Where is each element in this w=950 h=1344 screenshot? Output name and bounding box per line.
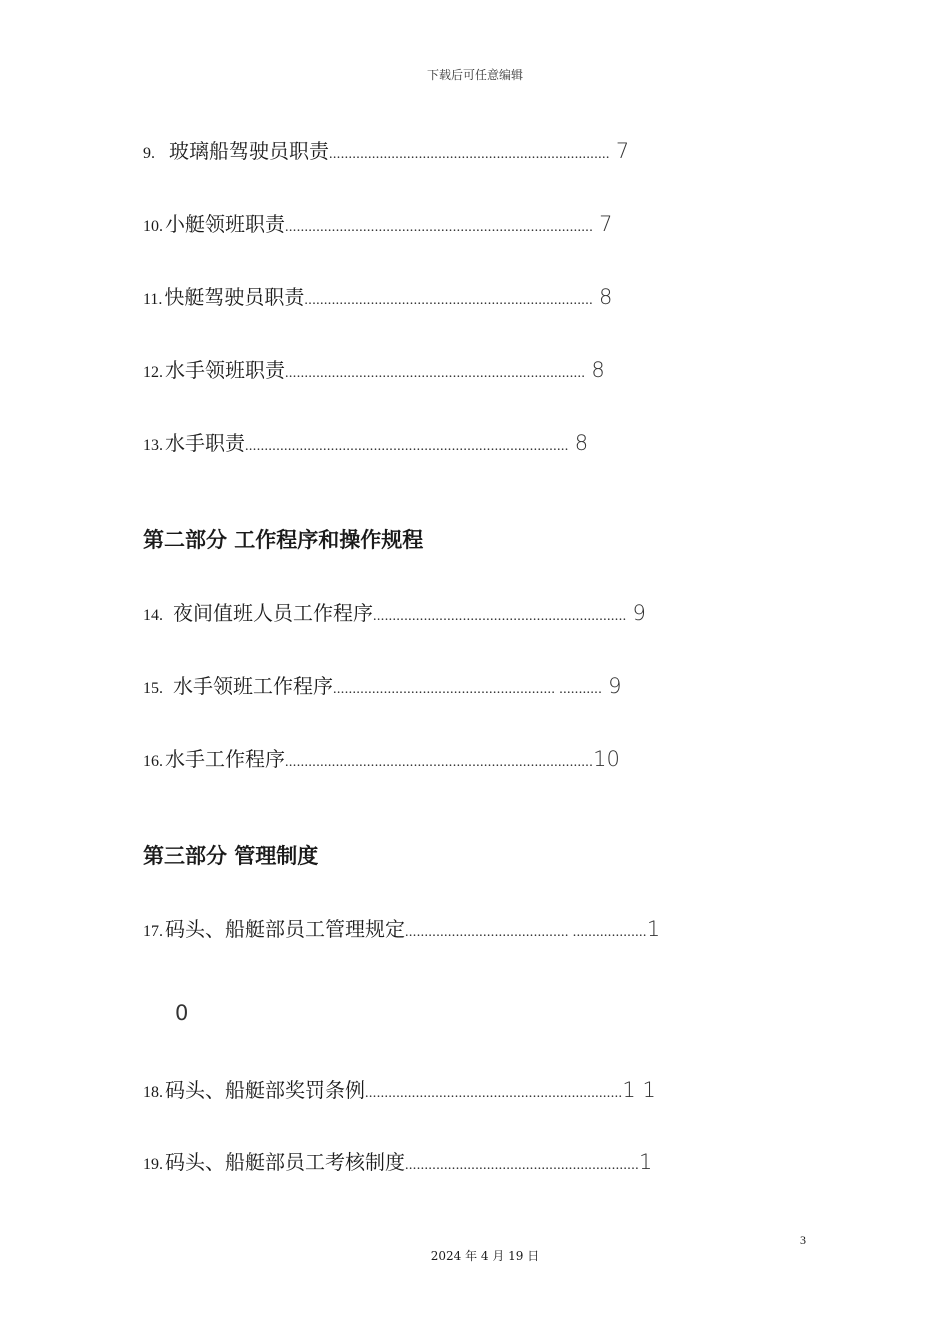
toc-leader-dots: ........................................................................ (329, 147, 610, 162)
toc-entry-page: 1 (639, 1150, 653, 1174)
toc-entry-number: 17. (143, 923, 163, 940)
toc-entry-number: 9. (143, 145, 155, 162)
toc-entry[interactable] (143, 355, 605, 389)
toc-entry-page: 1 1 (622, 1078, 656, 1102)
toc-entry[interactable] (143, 282, 612, 316)
toc-entry-title: 快艇驾驶员职责 (164, 285, 305, 309)
toc-entry-number: 15. (143, 680, 163, 697)
toc-entry-title: 码头、船艇部奖罚条例 (165, 1078, 365, 1102)
toc-entry-number: 18. (143, 1084, 163, 1101)
toc-entry-number: 11. (143, 291, 163, 308)
toc-entry[interactable] (143, 209, 612, 243)
toc-entry-title: 码头、船艇部员工管理规定 (165, 917, 405, 941)
toc-leader-dots: ............................................................................... (285, 220, 594, 235)
toc-entry-title: 水手领班工作程序 (173, 674, 333, 698)
page-number: 3 (800, 1233, 806, 1247)
section-heading-part3: 第三部分 管理制度 (143, 844, 319, 868)
toc-entry[interactable] (143, 136, 629, 170)
toc-entry[interactable] (143, 744, 620, 778)
toc-leader-dots: ................................................................................... (245, 439, 569, 454)
toc-leader-dots: ............................................................................... (285, 755, 594, 770)
toc-entry-number: 16. (143, 753, 163, 770)
toc-entry-page-continued: 0 (175, 1001, 189, 1025)
toc-entry-page: 8 (599, 285, 613, 309)
toc-entry-number: 13. (143, 437, 163, 454)
footer-date: 2024 年 4 月 19 日 (430, 1249, 540, 1263)
toc-entry-number: 12. (143, 364, 163, 381)
toc-entry-number: 14. (143, 607, 163, 624)
toc-entry-title: 小艇领班职责 (165, 212, 285, 236)
toc-entry-title: 夜间值班人员工作程序 (173, 601, 373, 625)
toc-entry-title: 水手职责 (165, 431, 245, 455)
toc-entry[interactable] (143, 1147, 652, 1181)
toc-leader-dots: ............................................................................. (285, 366, 586, 381)
toc-leader-dots: .......................................................................... (304, 293, 594, 308)
toc-entry-page: 9 (632, 601, 646, 625)
toc-entry-number: 19. (143, 1156, 163, 1173)
toc-entry[interactable] (143, 1075, 656, 1109)
toc-entry-page: 7 (615, 139, 630, 163)
toc-entry-title: 码头、船艇部员工考核制度 (165, 1150, 405, 1174)
toc-entry-page: 8 (574, 431, 589, 455)
page-header: 下载后可任意编辑 (426, 68, 523, 82)
toc-entry-title: 水手领班职责 (165, 358, 285, 382)
toc-entry[interactable] (143, 428, 588, 462)
toc-leader-dots: ............................................................ (405, 1158, 639, 1173)
toc-entry-page: 1 (646, 917, 661, 941)
toc-entry[interactable] (143, 598, 646, 632)
toc-entry-page: 9 (608, 674, 622, 698)
toc-entry[interactable] (143, 671, 621, 705)
toc-leader-dots: .................................................................. (365, 1086, 623, 1101)
toc-entry[interactable] (143, 914, 660, 948)
toc-leader-dots: ......................................................... ........... (333, 682, 603, 697)
toc-entry-page: 8 (591, 358, 605, 382)
toc-entry-page: 10 (593, 747, 620, 771)
toc-entry-number: 10. (143, 218, 163, 235)
toc-entry-page: 7 (599, 212, 613, 236)
toc-leader-dots: .......................................... ................... (405, 925, 647, 940)
toc-entry-title: 水手工作程序 (165, 747, 285, 771)
toc-entry-title: 玻璃船驾驶员职责 (169, 139, 329, 163)
section-heading-part2: 第二部分 工作程序和操作规程 (143, 528, 424, 552)
toc-leader-dots: ................................................................. (373, 609, 627, 624)
